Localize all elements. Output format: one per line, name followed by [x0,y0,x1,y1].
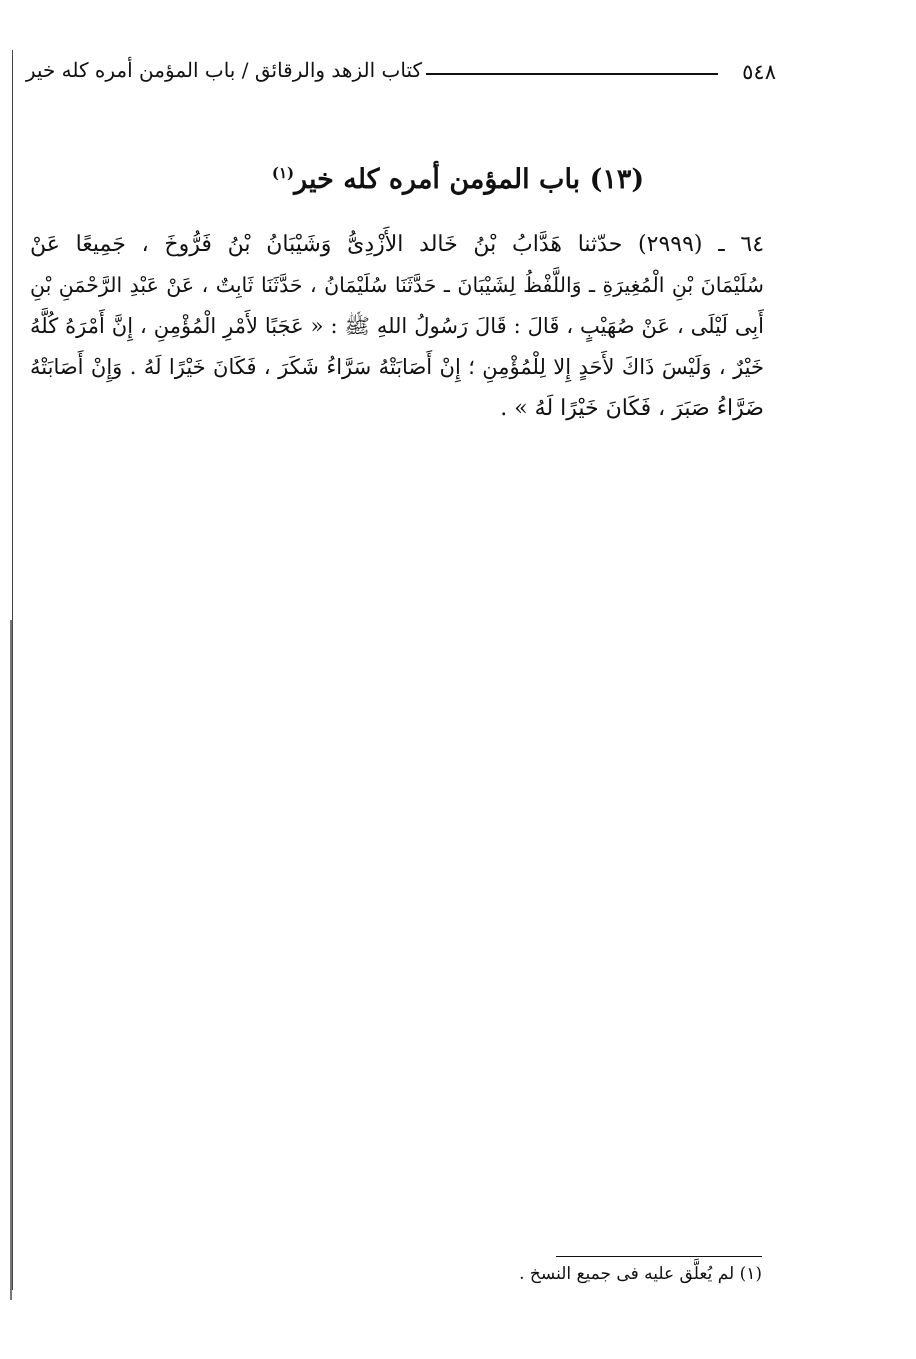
footnote-rule [556,1256,762,1257]
hadith-line-2: سُلَيْمَانَ بْنِ الْمُغِيرَةِ ـ وَاللَّفْظُ لِشَيْبَانَ ـ حَدَّثَنَا سُلَيْمَانُ ، حَدَّثَنَا ثَابِتٌ ، عَنْ عَبْدِ الرَّحْمَنِ بْنِ [30,273,764,297]
page-edge-shadow [10,620,12,1300]
hadith-text [30,224,764,429]
running-title: كتاب الزهد والرقائق / باب المؤمن أمره كله خير [25,58,422,82]
hadith-line-1: ٦٤ ـ (٢٩٩٩) حدّثنا هَدَّابُ بْنُ خَالد الأَزْدِىُّ وَشَيْبَانُ بْنُ فَرُّوخَ ، جَمِيعًا عَنْ [30,232,764,257]
footnote: (١) لم يُعلَّق عليه فى جميع النسخ . [519,1264,762,1284]
page-edge-line [12,50,13,1290]
footnote-marker: (١) [271,164,295,182]
chapter-heading [150,164,766,195]
running-header [25,56,776,92]
page-number: ٥٤٨ [742,60,776,84]
hadith-line-5: ضَرَّاءُ صَبَرَ ، فَكَانَ خَيْرًا لَهُ » . [500,396,764,421]
header-rule [426,73,718,75]
chapter-heading-text: (١٣) باب المؤمن أمره كله خير [294,164,645,195]
hadith-line-4: خَيْرٌ ، وَلَيْسَ ذَاكَ لأَحَدٍ إِلا لِلْمُؤْمِنِ ؛ إِنْ أَصَابَتْهُ سَرَّاءُ شَكَرَ ، فَكَانَ خَيْرًا لَهُ . وَإِنْ أَصَابَتْهُ [30,355,764,379]
hadith-line-3: أَبِى لَيْلَى ، عَنْ صُهَيْبٍ ، قَالَ : قَالَ رَسُولُ اللهِ ﷺ : « عَجَبًا لأَمْرِ الْمُؤْمِنِ ، إِنَّ أَمْرَهُ كُلَّهُ [30,314,764,338]
